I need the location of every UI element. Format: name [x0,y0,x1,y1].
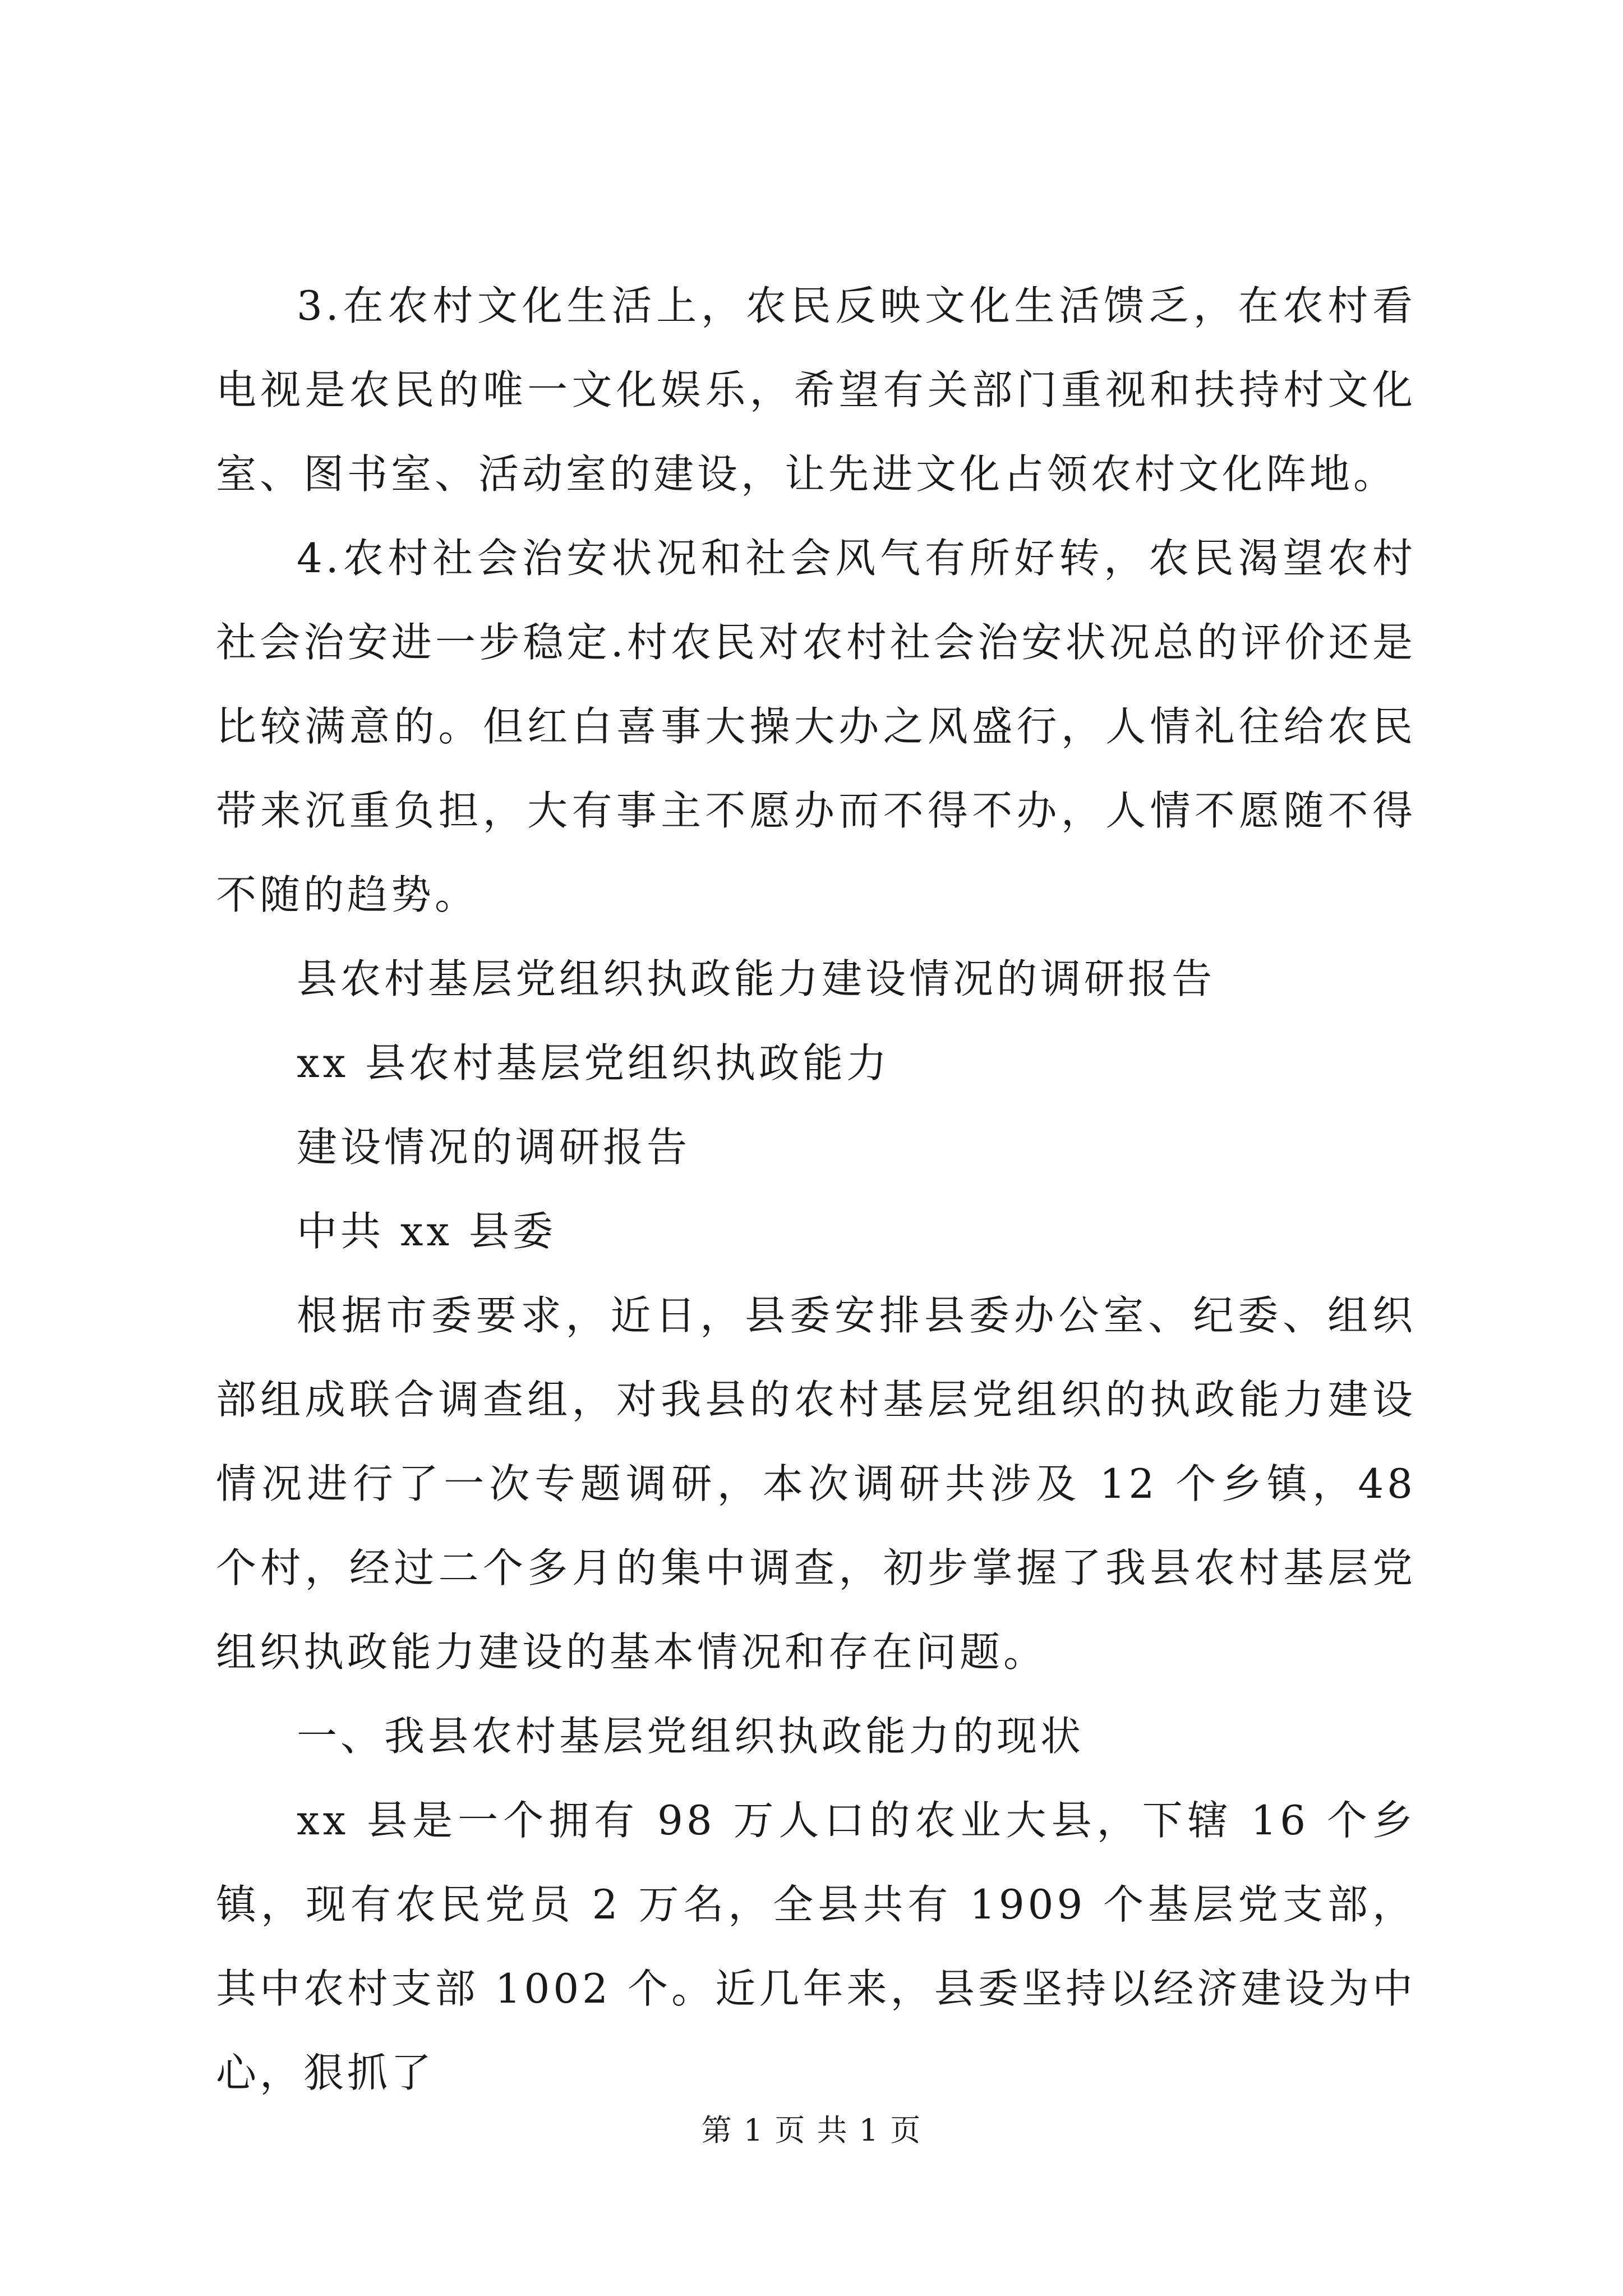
report-title-line: 县农村基层党组织执政能力建设情况的调研报告 [297,955,1216,1002]
report-heading-line-2: 建设情况的调研报告 [297,1124,691,1171]
report-author: 中共 xx 县委 [297,1208,556,1255]
page-number-footer: 第 1 页 共 1 页 [701,2113,922,2148]
paragraph-culture-life: 3.在农村文化生活上，农民反映文化生活馈乏，在农村看电视是农民的唯一文化娱乐，希望有关部门重视和扶持村文化室、图书室、活动室的建设，让先进文化占领农村文化阵地。 [216,282,1416,498]
section-heading-status: 一、我县农村基层党组织执政能力的现状 [297,1713,1085,1760]
paragraph-intro: 根据市委要求，近日，县委安排县委办公室、纪委、组织部组成联合调查组，对我县的农村基层党组织的执政能力建设情况进行了一次专题调研，本次调研共涉及 12 个乡镇，48 个村，经过二个多月的集中调查，初步掌握了我县农村基层党组织执政能力建设的基本情况和存在问题。 [216,1292,1416,1676]
document-body [216,264,1416,2115]
paragraph-county-overview: xx 县是一个拥有 98 万人口的农业大县，下辖 16 个乡镇，现有农民党员 2 万名，全县共有 1909 个基层党支部，其中农村支部 1002 个。近几年来，县委坚持以经济建设为中心，狠抓了 [216,1797,1416,2096]
paragraph-public-security: 4.农村社会治安状况和社会风气有所好转，农民渴望农村社会治安进一步稳定.村农民对农村社会治安状况总的评价还是比较满意的。但红白喜事大操大办之风盛行，人情礼往给农民带来沉重负担，大有事主不愿办而不得不办，人情不愿随不得不随的趋势。 [216,535,1416,918]
report-heading-line-1: xx 县农村基层党组织执政能力 [297,1039,891,1087]
